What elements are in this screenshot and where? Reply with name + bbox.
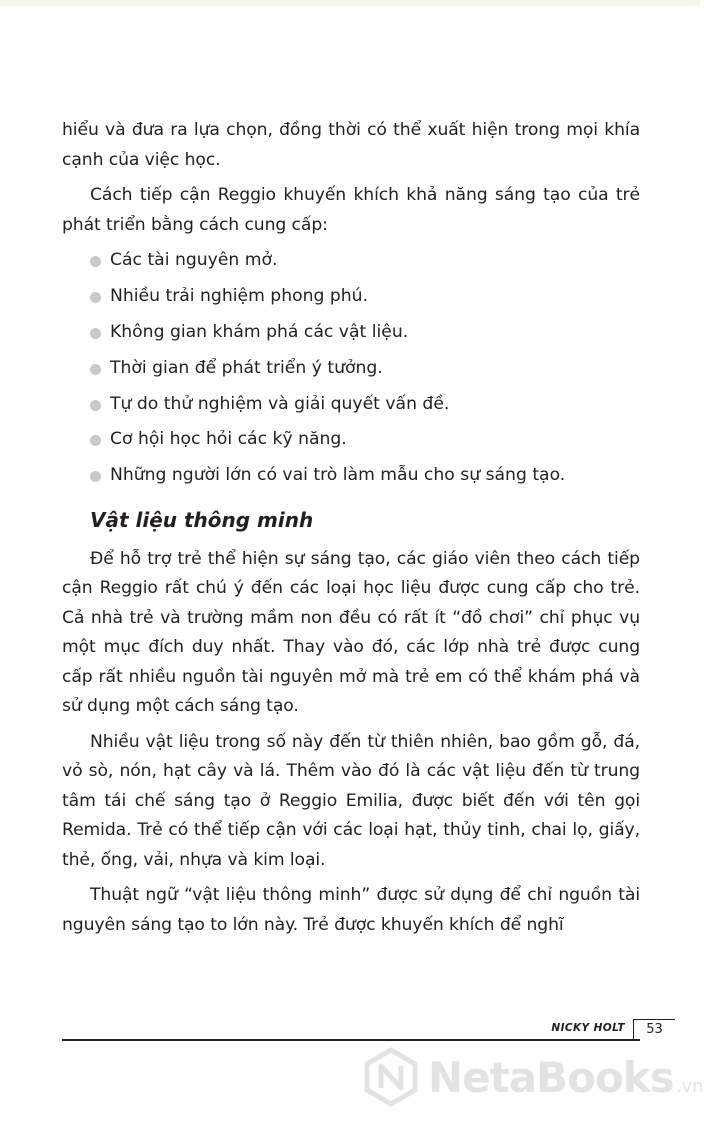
watermark xyxy=(362,1048,704,1106)
section-heading: Vật liệu thông minh xyxy=(90,507,314,532)
list-item-text: Cơ hội học hỏi các kỹ năng. xyxy=(110,429,347,450)
list-item-text: Các tài nguyên mở. xyxy=(110,250,278,270)
list-item xyxy=(62,246,640,276)
page-number: 53 xyxy=(633,1019,675,1039)
paragraph-smart-materials-3: Thuật ngữ “vật liệu thông minh” được sử dụng để chỉ nguồn tài nguyên sáng tạo to lớn này. Trẻ được khuyến khích để nghĩ xyxy=(62,885,640,935)
bullet-dot-icon xyxy=(90,471,101,482)
page-body xyxy=(62,116,640,940)
paragraph-intro-list: Cách tiếp cận Reggio khuyến khích khả năng sáng tạo của trẻ phát triển bằng cách cung cấp: xyxy=(62,185,640,235)
list-item xyxy=(62,354,640,384)
list-item xyxy=(62,390,640,420)
list-item xyxy=(62,461,640,491)
watermark-suffix: .vn xyxy=(675,1075,704,1097)
list-item-text: Những người lớn có vai trò làm mẫu cho sự sáng tạo. xyxy=(110,465,566,486)
list-item-text: Không gian khám phá các vật liệu. xyxy=(110,321,409,342)
top-edge-tint xyxy=(0,0,700,6)
list-item-text: Tự do thử nghiệm và giải quyết vấn đề. xyxy=(110,393,450,414)
paragraph-smart-materials-2: Nhiều vật liệu trong số này đến từ thiên nhiên, bao gồm gỗ, đá, vỏ sò, nón, hạt cây và lá. Thêm vào đó là các vật liệu đến từ trung tâm tái chế sáng tạo ở Reggio Emilia, được biết đến với tên gọi Remida. Trẻ có thể tiếp cận với các loại hạt, thủy tinh, chai lọ, giấy, thẻ, ống, vải, nhựa và kim loại. xyxy=(62,731,640,870)
watermark-text: NetaBooks .vn xyxy=(428,1052,704,1102)
footer-rule xyxy=(62,1039,640,1041)
bullet-dot-icon xyxy=(90,292,101,303)
paragraph-smart-materials-1: Để hỗ trợ trẻ thể hiện sự sáng tạo, các giáo viên theo cách tiếp cận Reggio rất chú ý đến các loại học liệu được cung cấp cho trẻ. Cả nhà trẻ và trường mầm non đều có rất ít “đồ chơi” chỉ phục vụ một mục đích duy nhất. Thay vào đó, các lớp nhà trẻ được cung cấp rất nhiều nguồn tài nguyên mở mà trẻ em có thể khám phá và sử dụng một cách sáng tạo. xyxy=(62,548,640,717)
bullet-dot-icon xyxy=(90,256,101,267)
bullet-dot-icon xyxy=(90,364,101,375)
list-item xyxy=(62,318,640,348)
bullet-dot-icon xyxy=(90,400,101,411)
list-item-text: Nhiều trải nghiệm phong phú. xyxy=(110,285,369,306)
paragraph-continuation: hiểu và đưa ra lựa chọn, đồng thời có thể xuất hiện trong mọi khía cạnh của việc học. xyxy=(62,120,640,170)
list-item xyxy=(62,282,640,312)
bullet-dot-icon xyxy=(90,435,101,446)
bullet-list xyxy=(62,246,640,491)
netabooks-logo-icon xyxy=(362,1048,420,1106)
bullet-dot-icon xyxy=(90,328,101,339)
running-footer-author: NICKY HOLT xyxy=(551,1022,625,1034)
list-item-text: Thời gian để phát triển ý tưởng. xyxy=(110,357,383,378)
list-item xyxy=(62,425,640,455)
